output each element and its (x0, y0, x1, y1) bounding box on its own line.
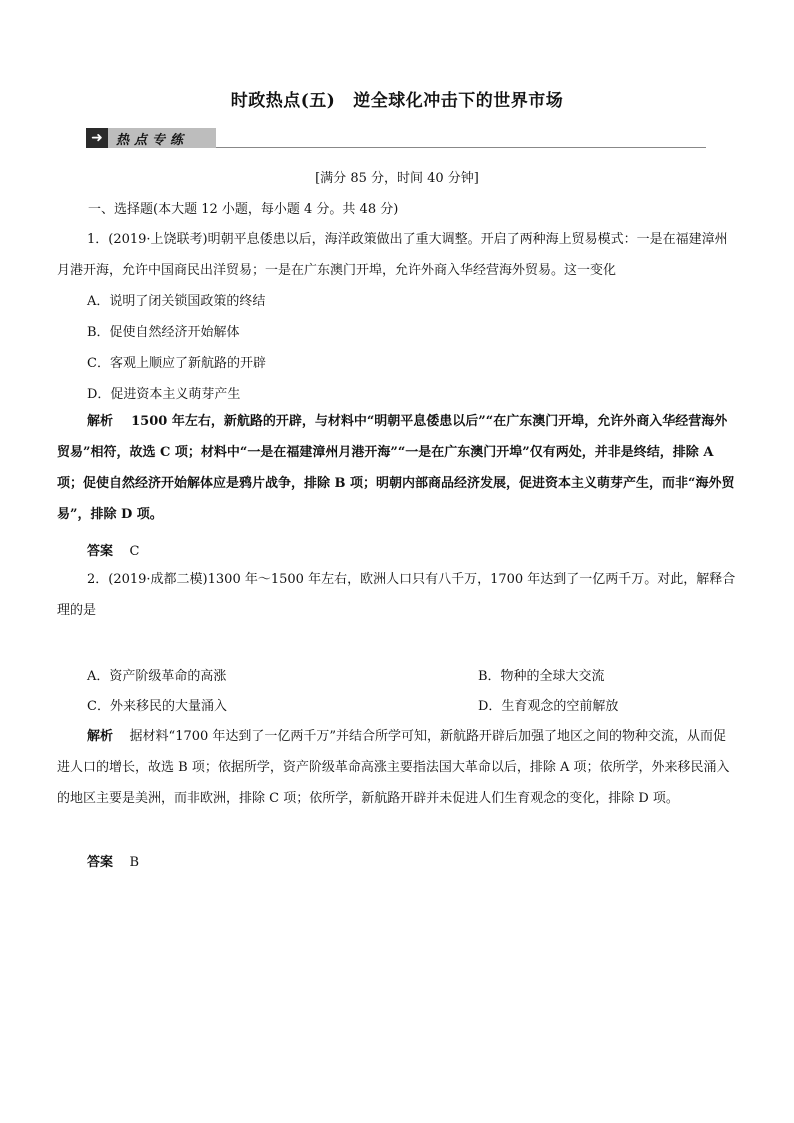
question-2-answer: 答案 B (87, 855, 140, 870)
question-2-option-c: C．外来移民的大量涌入 (87, 699, 227, 714)
question-1-option-c: C．客观上顺应了新航路的开辟 (87, 356, 266, 371)
question-2-option-b: B．物种的全球大交流 (478, 669, 605, 684)
divider (216, 147, 706, 148)
question-2-option-d: D．生育观念的空前解放 (478, 699, 619, 714)
question-2-analysis (57, 721, 737, 814)
question-1-analysis (57, 406, 737, 530)
question-2-option-a: A．资产阶级革命的高涨 (87, 669, 227, 684)
exam-meta: [满分 85 分，时间 40 分钟] (315, 171, 479, 186)
analysis-text: 据材料“1700 年达到了一亿两千万”并结合所学可知，新航路开辟后加强了地区之间的物种交流，从而促进人口的增长，故选 B 项；依据所学，资产阶级革命高涨主要指法国大革命以后，排除 A 项；依所学，外来移民涌入的地区主要是美洲，而非欧洲，排除 C 项；依所学，新航路开辟并未促进人们生育观念的变化，排除 D 项。 (57, 729, 730, 806)
question-1-stem: 1．(2019·上饶联考)明朝平息倭患以后，海洋政策做出了重大调整。开启了两种海上贸易模式：一是在福建漳州月港开海，允许中国商民出洋贸易；一是在广东澳门开埠，允许外商入华经营海外贸易。这一变化 (57, 232, 728, 278)
arrow-right-icon: ➜ (86, 128, 108, 148)
question-1-option-a: A．说明了闭关锁国政策的终结 (87, 294, 266, 309)
banner-label: 热点专练 (108, 128, 216, 148)
analysis-label: 解析 (87, 414, 114, 429)
question-1-option-b: B．促使自然经济开始解体 (87, 325, 240, 340)
section-heading: 一、选择题(本大题 12 小题，每小题 4 分。共 48 分) (88, 202, 399, 217)
question-2-stem: 2．(2019·成都二模)1300 年～1500 年左右，欧洲人口只有八千万，1700 年达到了一亿两千万。对此，解释合理的是 (57, 572, 736, 618)
page-title: 时政热点(五) 逆全球化冲击下的世界市场 (230, 91, 564, 111)
analysis-text: 1500 年左右，新航路的开辟，与材料中“明朝平息倭患以后”“在广东澳门开埠，允许外商入华经营海外贸易”相符，故选 C 项；材料中“一是在福建漳州月港开海”“一是在广东澳门开埠”仅有两处，并非是终结，排除 A 项；促使自然经济开始解体应是鸦片战争，排除 B 项；明朝内部商品经济发展，促进资本主义萌芽产生，而非“海外贸易”，排除 D 项。 (57, 414, 735, 522)
analysis-label: 解析 (87, 729, 114, 744)
question-1-option-d: D．促进资本主义萌芽产生 (87, 387, 241, 402)
section-banner (86, 128, 216, 148)
question-1-answer: 答案 C (87, 544, 140, 559)
